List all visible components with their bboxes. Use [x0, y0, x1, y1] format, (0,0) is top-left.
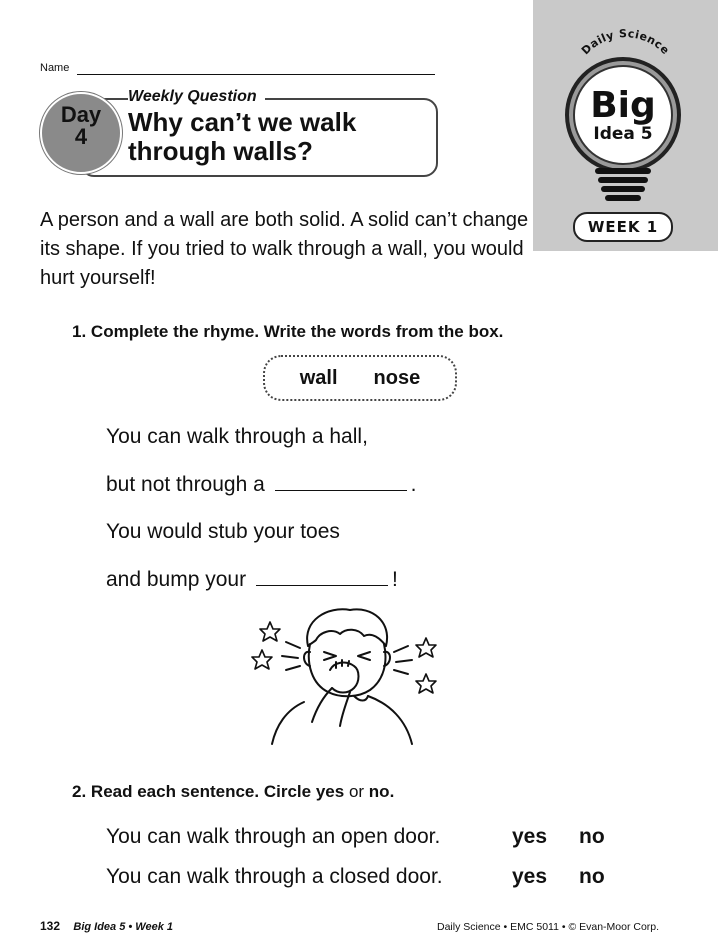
week-badge: WEEK 1 — [573, 212, 673, 242]
logo-big: Big — [590, 85, 656, 126]
sentence-2-no-option[interactable]: no — [579, 865, 605, 888]
svg-text:Daily Science — [579, 27, 672, 57]
day-badge — [40, 92, 122, 174]
word-box-item: wall — [299, 366, 338, 389]
page-number: 132 — [40, 919, 61, 933]
word-box — [263, 355, 457, 401]
weekly-question: Why can’t we walk through walls? — [128, 107, 357, 166]
question-2-heading — [72, 782, 394, 802]
rhyme-line-2-end: . — [410, 473, 417, 496]
rhyme-line-1: You can walk through a hall, — [106, 425, 368, 448]
name-field[interactable] — [77, 74, 435, 75]
intro-paragraph: A person and a wall are both solid. A solid can’t change its shape. If you tried to walk through a wall, you would hurt yourself! — [40, 209, 529, 289]
day-word: Day — [60, 102, 102, 127]
name-label: Name — [40, 62, 70, 74]
rhyme-line-2-text: but not through a — [106, 473, 265, 496]
sentence-2-yes-option[interactable]: yes — [512, 865, 548, 888]
sentence-1: You can walk through an open door. — [106, 825, 441, 848]
rhyme-line-4-text: and bump your — [106, 568, 247, 591]
question-1-heading — [72, 322, 503, 342]
rhyme-line-2 — [106, 473, 416, 497]
question-2-or-word: or — [348, 782, 365, 801]
publisher-credit: Daily Science • EMC 5011 • © Evan-Moor Corp. — [437, 921, 660, 933]
answer-blank-2[interactable] — [256, 584, 388, 586]
question-2-number: 2. — [72, 782, 87, 801]
word-box-item: nose — [373, 366, 421, 389]
big-idea-logo-panel — [533, 0, 718, 251]
question-2-no-word: no — [368, 782, 390, 801]
boy-bumped-nose-illustration — [250, 598, 440, 746]
footer-left — [40, 919, 173, 933]
question-2-yes-word: yes — [315, 782, 345, 801]
day-number: 4 — [74, 124, 88, 149]
sentence-1-yes-option[interactable]: yes — [512, 825, 548, 848]
rhyme-line-3: You would stub your toes — [106, 520, 340, 543]
series-label: Big Idea 5 • Week 1 — [73, 921, 174, 933]
question-2-period: . — [389, 782, 395, 801]
answer-blank-1[interactable] — [275, 489, 407, 491]
sentence-1-no-option[interactable]: no — [579, 825, 605, 848]
logo-arc-text: Daily Science — [578, 27, 673, 58]
logo-idea: Idea 5 — [593, 124, 653, 144]
question-1-instruction: Complete the rhyme. Write the words from the box. — [90, 322, 504, 341]
rhyme-line-4-end: ! — [391, 568, 398, 591]
sentence-2: You can walk through a closed door. — [106, 865, 443, 888]
question-1-number: 1. — [72, 322, 87, 341]
weekly-question-label: Weekly Question — [128, 88, 265, 106]
question-2-instruction: Read each sentence. Circle — [90, 782, 312, 801]
rhyme-line-4 — [106, 568, 398, 592]
